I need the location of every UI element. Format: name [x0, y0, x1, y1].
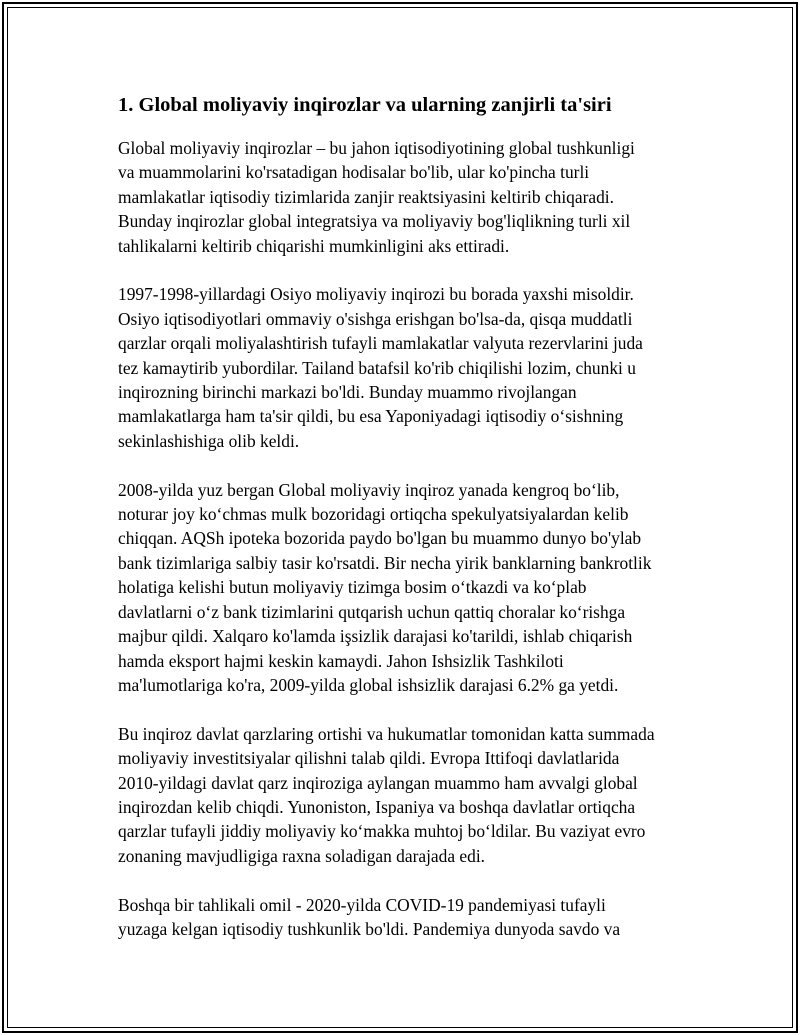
text-line: mamlakatlarga ham ta'sir qildi, bu esa Yaponiyadagi iqtisodiy o‘sishning	[118, 406, 624, 427]
section-heading: 1. Global moliyaviy inqirozlar va ularning zanjirli ta'siri	[118, 94, 612, 116]
text-line: davlatlarni o‘z bank tizimlarini qutqarish uchun qattiq choralar ko‘rishga	[118, 601, 626, 622]
text-line: ma'lumotlariga ko'ra, 2009-yilda global ishsizlik darajasi 6.2% ga yetdi.	[118, 674, 619, 695]
paragraph-4	[118, 722, 698, 868]
text-line: tez kamaytirib yubordilar. Tailand batafsil ko'rib chiqilishi lozim, chunki u	[118, 357, 636, 378]
text-line: noturar joy ko‘chmas mulk bozoridagi ortiqcha spekulyatsiyalardan kelib	[118, 504, 629, 525]
text-line: chiqqan. AQSh ipoteka bozorida paydo bo'lgan bu muammo dunyo bo'ylab	[118, 528, 642, 549]
text-line: mamlakatlar iqtisodiy tizimlarida zanjir reaktsiyasini keltirib chiqaradi.	[118, 186, 614, 207]
text-line: inqirozning birinchi markazi bo'ldi. Bunday muammo rivojlangan	[118, 382, 577, 403]
text-line: holatiga kelishi butun moliyaviy tizimga bosim o‘tkazdi va ko‘plab	[118, 577, 587, 598]
text-line: qarzlar orqali moliyalashtirish tufayli mamlakatlar valyuta rezervlarini juda	[118, 333, 643, 354]
text-line: qarzlar tufayli jiddiy moliyaviy ko‘makka muhtoj bo‘ldilar. Bu vaziyat evro	[118, 821, 646, 842]
text-line: bank tizimlariga salbiy tasir ko'rsatdi. Bir necha yirik banklarning bankrotlik	[118, 552, 652, 573]
text-line: 2010-yildagi davlat qarz inqiroziga aylangan muammo ham avvalgi global	[118, 772, 638, 793]
paragraph-5	[118, 893, 698, 942]
text-line: sekinlashishiga olib keldi.	[118, 430, 300, 451]
text-line: moliyaviy investitsiyalar qilishni talab qildi. Evropa Ittifoqi davlatlarida	[118, 748, 620, 769]
paragraph-1	[118, 136, 698, 258]
text-line: yuzaga kelgan iqtisodiy tushkunlik bo'ldi. Pandemiya dunyoda savdo va	[118, 918, 621, 939]
text-line: Global moliyaviy inqirozlar – bu jahon iqtisodiyotining global tushkunligi	[118, 138, 635, 158]
text-line: zonaning mavjudligiga raxna soladigan darajada edi.	[118, 845, 486, 866]
text-line: tahlikalarni keltirib chiqarishi mumkinligini aks ettiradi.	[118, 235, 510, 256]
text-line: Osiyo iqtisodiyotlari ommaviy o'sishga erishgan bo'lsa-da, qisqa muddatli	[118, 308, 633, 329]
text-line: 1997-1998-yillardagi Osiyo moliyaviy inqirozi bu borada yaxshi misoldir.	[118, 284, 634, 305]
text-line: Bunday inqirozlar global integratsiya va moliyaviy bog'liqlikning turli xil	[118, 211, 631, 232]
text-line: hamda eksport hajmi keskin kamaydi. Jahon Ishsizlik Tashkiloti	[118, 650, 564, 671]
text-line: 2008-yilda yuz bergan Global moliyaviy inqiroz yanada kengroq bo‘lib,	[118, 479, 620, 500]
text-line: inqirozdan kelib chiqdi. Yunoniston, Ispaniya va boshqa davlatlar ortiqcha	[118, 796, 636, 817]
paragraph-3	[118, 478, 698, 698]
text-line: va muammolarini ko'rsatadigan hodisalar bo'lib, ular ko'pincha turli	[118, 162, 590, 183]
text-line: Bu inqiroz davlat qarzlaring ortishi va hukumatlar tomonidan katta summada	[118, 723, 655, 744]
paragraph-2	[118, 282, 698, 453]
document-body	[118, 92, 698, 966]
text-line: Boshqa bir tahlikali omil - 2020-yilda COVID-19 pandemiyasi tufayli	[118, 894, 606, 915]
text-line: majbur qildi. Xalqaro ko'lamda işsizlik darajasi ko'tarildi, ishlab chiqarish	[118, 626, 633, 647]
